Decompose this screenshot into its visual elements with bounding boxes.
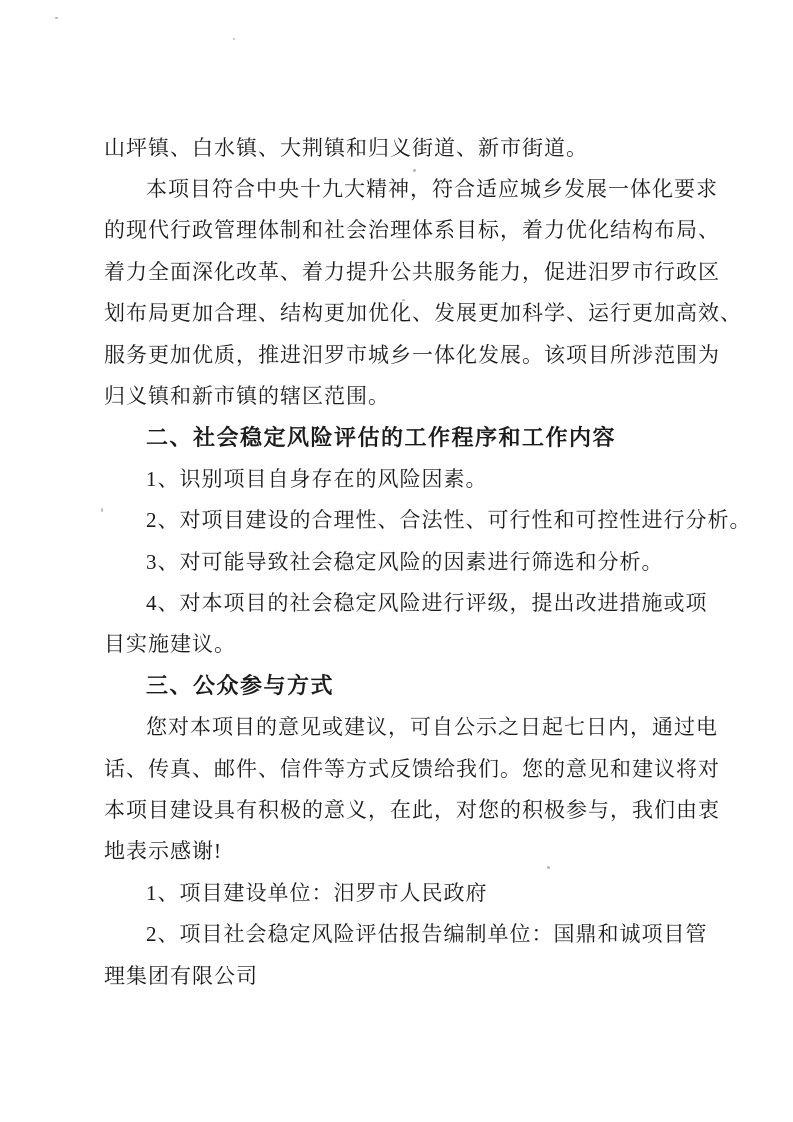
text-line: 目实施建议。 xyxy=(104,632,236,657)
list-item: 2、对项目建设的合理性、合法性、可行性和可控性进行分析。 xyxy=(146,508,752,533)
scan-speck xyxy=(55,17,58,19)
scan-speck xyxy=(413,169,416,172)
text-line: 归义镇和新市镇的辖区范围。 xyxy=(104,384,390,409)
list-item: 3、对可能导致社会稳定风险的因素进行筛选和分析。 xyxy=(146,549,664,574)
list-item: 4、对本项目的社会稳定风险进行评级，提出改进措施或项 xyxy=(146,590,708,615)
scan-speck xyxy=(101,508,103,512)
text-line: 本项目建设具有积极的意义，在此，对您的积极参与，我们由衷 xyxy=(104,797,720,822)
scan-speck xyxy=(402,299,405,301)
text-line: 地表示感谢! xyxy=(104,839,222,864)
section-heading-3: 三、公众参与方式 xyxy=(146,673,335,699)
scan-speck xyxy=(547,866,550,869)
scan-speck xyxy=(233,38,235,40)
text-line: 您对本项目的意见或建议，可自公示之日起七日内，通过电 xyxy=(146,715,718,740)
text-line: 本项目符合中央十九大精神，符合适应城乡发展一体化要求 xyxy=(146,177,718,202)
list-item: 1、识别项目自身存在的风险因素。 xyxy=(146,466,488,491)
section-heading-2: 二、社会稳定风险评估的工作程序和工作内容 xyxy=(146,424,617,450)
text-line: 理集团有限公司 xyxy=(104,963,258,988)
document-body xyxy=(104,126,752,995)
text-line: 山坪镇、白水镇、大荆镇和归义街道、新市街道。 xyxy=(104,135,588,160)
list-item: 2、项目社会稳定风险评估报告编制单位：国鼎和诚项目管 xyxy=(146,922,708,947)
text-line: 话、传真、邮件、信件等方式反馈给我们。您的意见和建议将对 xyxy=(104,756,720,781)
text-line: 着力全面深化改革、着力提升公共服务能力，促进汨罗市行政区 xyxy=(104,259,720,284)
text-line: 划布局更加合理、结构更加优化、发展更加科学、运行更加高效、 xyxy=(104,301,742,326)
list-item: 1、项目建设单位：汨罗市人民政府 xyxy=(146,880,488,905)
text-line: 服务更加优质，推进汨罗市城乡一体化发展。该项目所涉范围为 xyxy=(104,342,720,367)
text-line: 的现代行政管理体制和社会治理体系目标，着力优化结构布局、 xyxy=(104,218,720,243)
